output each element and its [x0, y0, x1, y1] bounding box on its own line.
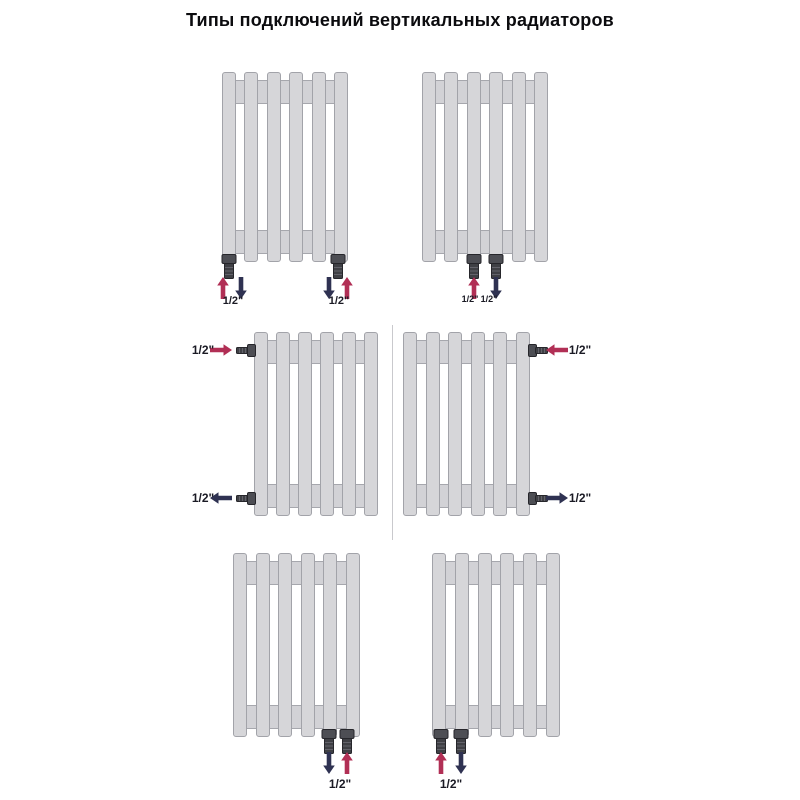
radiator-column — [478, 553, 492, 737]
radiator-column — [500, 553, 514, 737]
radiator-bottom-opposite-ends — [222, 72, 350, 308]
radiator-bottom-center — [422, 72, 548, 305]
radiator-collector-bottom — [423, 230, 547, 254]
divider-line — [392, 325, 393, 540]
down-return-arrow-icon — [323, 752, 335, 774]
pipe-size-label: 1/2" — [568, 490, 592, 505]
radiator-column — [298, 332, 312, 516]
pipe-size-label: 1/2" — [328, 295, 350, 308]
radiator-column — [342, 332, 356, 516]
radiator-column — [523, 553, 537, 737]
radiator-bottom-left-pair — [432, 553, 560, 791]
radiator-column — [320, 332, 334, 516]
radiator-column — [471, 332, 485, 516]
radiator-column — [301, 553, 315, 737]
radiator-column — [244, 72, 258, 262]
radiator-collector-bottom — [223, 230, 347, 254]
radiator-column — [278, 553, 292, 737]
radiator-column — [448, 332, 462, 516]
up-supply-arrow-icon — [435, 752, 447, 774]
valve-icon — [236, 343, 256, 358]
radiator-side-right — [403, 332, 592, 516]
radiator-column — [364, 332, 378, 516]
pipe-size-label: 1/2" — [222, 295, 244, 308]
radiator-column — [312, 72, 326, 262]
radiator-column — [493, 332, 507, 516]
radiator-column — [444, 72, 458, 262]
valve-icon — [236, 491, 256, 506]
radiator-column — [254, 332, 268, 516]
radiator-column — [267, 72, 281, 262]
radiator-column — [534, 72, 548, 262]
radiator-column — [276, 332, 290, 516]
pipe-size-label: 1/2" — [191, 490, 215, 505]
radiator-collector-top — [404, 340, 529, 364]
pipe-size-label: 1/2" — [480, 294, 498, 305]
down-return-arrow-icon — [455, 752, 467, 774]
radiator-column — [422, 72, 436, 262]
radiator-collector-top — [433, 561, 559, 585]
radiator-column — [289, 72, 303, 262]
page-title: Типы подключений вертикальных радиаторов — [186, 10, 614, 30]
radiator-column — [426, 332, 440, 516]
radiator-column — [467, 72, 481, 262]
radiator-column — [455, 553, 469, 737]
radiator-column — [256, 553, 270, 737]
pipe-size-label: 1/2" — [439, 776, 463, 791]
radiator-side-left — [191, 332, 378, 516]
radiator-collector-bottom — [234, 705, 359, 729]
radiator-column — [546, 553, 560, 737]
radiator-collector-top — [234, 561, 359, 585]
radiator-column — [346, 553, 360, 737]
radiator-column — [489, 72, 503, 262]
radiator-column — [432, 553, 446, 737]
radiator-column — [233, 553, 247, 737]
pipe-size-label: 1/2" — [461, 294, 479, 305]
pipe-size-label: 1/2" — [191, 342, 215, 357]
up-supply-arrow-icon — [341, 752, 353, 774]
radiator-column — [323, 553, 337, 737]
pipe-size-label: 1/2" — [328, 776, 352, 791]
radiator-column — [222, 72, 236, 262]
radiator-collector-top — [423, 80, 547, 104]
radiator-column — [403, 332, 417, 516]
radiator-collector-bottom — [404, 484, 529, 508]
pipe-size-label: 1/2" — [568, 342, 592, 357]
radiator-collector-top — [255, 340, 377, 364]
radiator-column — [512, 72, 526, 262]
radiator-collector-top — [223, 80, 347, 104]
radiator-collector-bottom — [255, 484, 377, 508]
radiator-column — [516, 332, 530, 516]
radiator-column — [334, 72, 348, 262]
radiator-bottom-right-pair — [233, 553, 360, 791]
radiator-collector-bottom — [433, 705, 559, 729]
